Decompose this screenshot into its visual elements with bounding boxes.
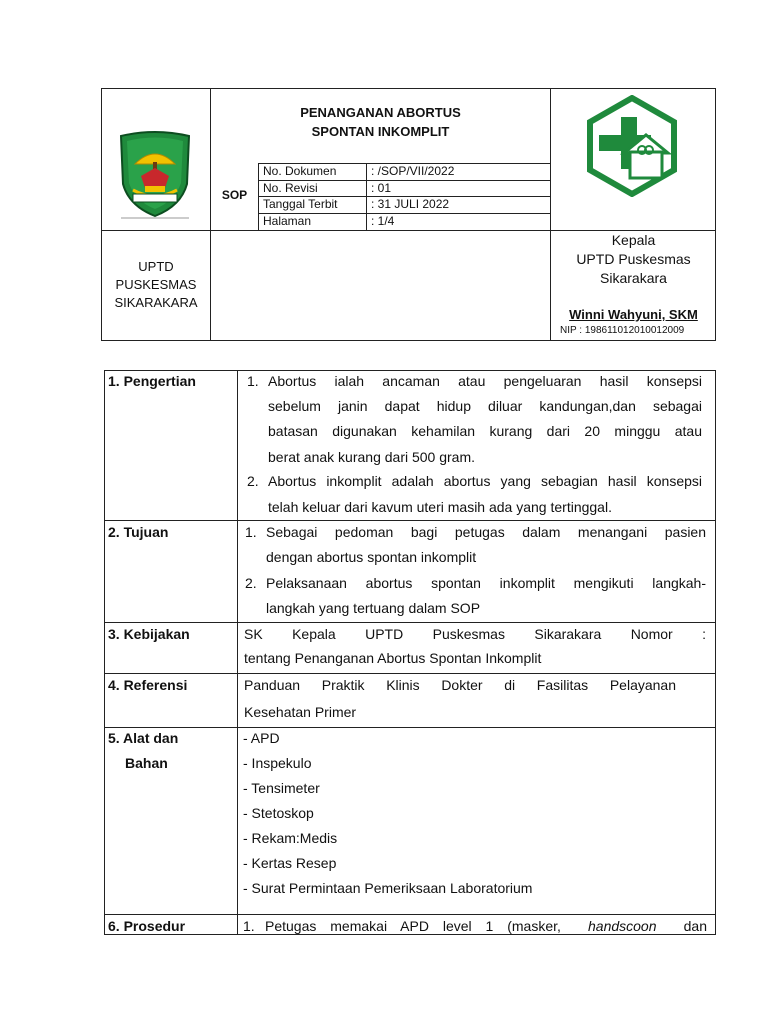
tujuan-text: langkah yang tertuang dalam SOP [266, 600, 481, 616]
signer-nip: NIP : 198611012010012009 [560, 325, 685, 336]
signer-title-line: Kepala [611, 232, 656, 248]
org-line: PUSKESMAS [115, 277, 197, 292]
meta-key-norevisi: No. Revisi [263, 181, 318, 195]
pengertian-text: berat anak kurang dari 500 gram. [268, 449, 476, 465]
regency-emblem-logo [115, 128, 195, 220]
alat-item: - Rekam:Medis [243, 830, 338, 846]
signer-title [551, 231, 716, 288]
prosedur-text-end: dan [683, 918, 707, 934]
meta-value-nodokumen: : /SOP/VII/2022 [371, 164, 455, 178]
alat-item: - APD [243, 730, 280, 746]
kebijakan-text: tentang Penanganan Abortus Spontan Inkomplit [244, 650, 542, 666]
section-label-tujuan: 2. Tujuan [108, 524, 169, 540]
meta-value-norevisi: : 01 [371, 181, 392, 195]
signer-title-line: Sikarakara [600, 270, 667, 286]
document-title [211, 103, 550, 141]
section-label-alat: 5. Alat dan [108, 730, 179, 746]
title-line-1: PENANGANAN ABORTUS [300, 105, 461, 120]
pengertian-text: sebelum janin dapat hidup diluar kandungan,dan sebagai [268, 398, 702, 414]
tujuan-text: Sebagai pedoman bagi petugas dalam menangani pasien [266, 524, 706, 540]
pengertian-text: batasan digunakan kehamilan kurang dari 20 minggu atau [268, 423, 702, 439]
organization-name [101, 258, 211, 312]
sop-label: SOP [221, 188, 248, 202]
list-number: 1. [245, 524, 257, 540]
referensi-text: Panduan Praktik Klinis Dokter di Fasilitas Pelayanan [244, 677, 676, 693]
prosedur-text-start: Petugas memakai APD level 1 (masker, [265, 918, 561, 934]
section-label-kebijakan: 3. Kebijakan [108, 626, 190, 642]
tujuan-text: Pelaksanaan abortus spontan inkomplit mengikuti langkah- [266, 575, 706, 591]
tujuan-text: dengan abortus spontan inkomplit [266, 549, 477, 565]
meta-key-tanggal: Tanggal Terbit [263, 197, 338, 211]
kebijakan-text: SK Kepala UPTD Puskesmas Sikarakara Nomor : [244, 626, 706, 642]
title-line-2: SPONTAN INKOMPLIT [311, 124, 450, 139]
meta-value-halaman: : 1/4 [371, 214, 395, 228]
pengertian-text: Abortus ialah ancaman atau pengeluaran hasil konsepsi [268, 373, 702, 389]
pengertian-text: Abortus inkomplit adalah abortus yang sebagian hasil konsepsi [268, 473, 702, 489]
org-line: SIKARAKARA [114, 295, 198, 310]
meta-value-tanggal: : 31 JULI 2022 [371, 197, 450, 211]
list-number: 2. [247, 473, 259, 489]
section-label-bahan: Bahan [125, 755, 168, 771]
signer-name: Winni Wahyuni, SKM [569, 307, 698, 322]
pengertian-text: telah keluar dari kavum uteri masih ada yang tertinggal. [268, 499, 612, 515]
list-number: 1. [247, 373, 259, 389]
meta-key-nodokumen: No. Dokumen [263, 164, 337, 178]
puskesmas-logo [584, 95, 680, 197]
alat-item: - Kertas Resep [243, 855, 337, 871]
signer-title-line: UPTD Puskesmas [576, 251, 691, 267]
org-line: UPTD [138, 259, 174, 274]
meta-key-halaman: Halaman [263, 214, 312, 228]
referensi-text: Kesehatan Primer [244, 704, 357, 720]
section-label-pengertian: 1. Pengertian [108, 373, 196, 389]
prosedur-text [265, 918, 707, 934]
alat-item: - Surat Permintaan Pemeriksaan Laboratorium [243, 880, 533, 896]
prosedur-text-italic: handscoon [588, 918, 657, 934]
alat-item: - Stetoskop [243, 805, 314, 821]
section-label-referensi: 4. Referensi [108, 677, 188, 693]
alat-item: - Tensimeter [243, 780, 320, 796]
section-label-prosedur: 6. Prosedur [108, 918, 186, 934]
list-number: 2. [245, 575, 257, 591]
list-number: 1. [243, 918, 255, 934]
alat-item: - Inspekulo [243, 755, 312, 771]
